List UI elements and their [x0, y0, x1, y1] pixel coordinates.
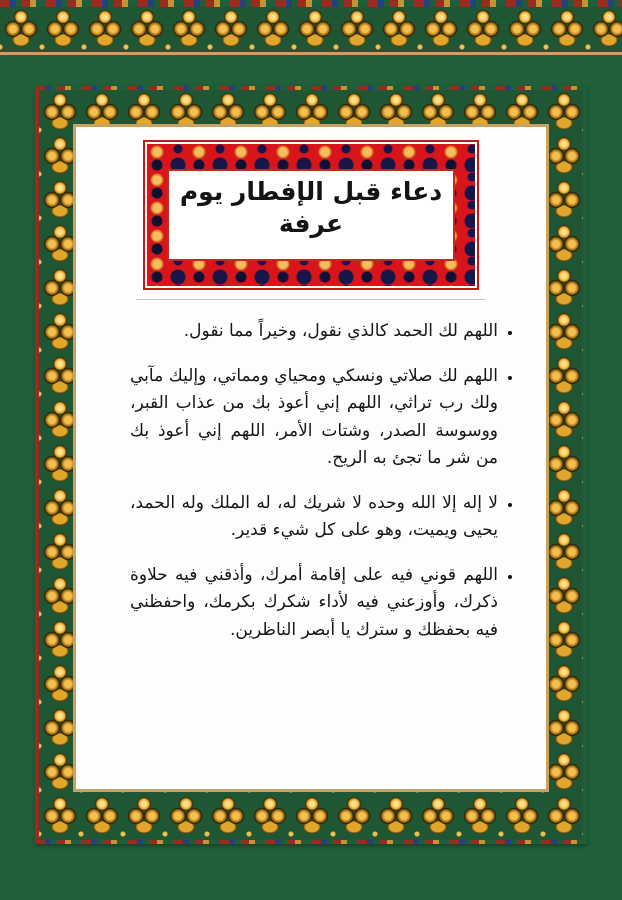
top-ornament-band	[0, 0, 622, 55]
gold-baseline	[0, 52, 622, 55]
page-ornament-frame	[39, 90, 583, 840]
separator-line	[136, 299, 486, 300]
dua-list	[130, 318, 516, 644]
dua-page	[73, 124, 549, 792]
title-cartouche-ornament-icon	[147, 144, 475, 286]
checker-strip-icon	[0, 0, 622, 7]
page-title: دعاء قبل الإفطار يوم عرفة	[179, 176, 443, 238]
dua-item: • لا إله إلا الله وحده لا شريك له، له الملك وله الحمد، يحيى ويميت، وهو على كل شيء قدير.	[130, 490, 498, 545]
page-frame-outer-strip	[35, 86, 587, 844]
dua-item: • اللهم قوني فيه على إقامة أمرك، وأذقني فيه حلاوة ذكرك، وأوزعني فيه لأداء شكرك بكرمك، واحفظني فيه بحفظك و سترك يا أبصر الناظرين.	[130, 562, 498, 645]
title-cartouche	[143, 140, 479, 290]
dua-item: • اللهم لك صلاتي ونسكي ومحياي ومماتي، وإليك مآبي ولك رب تراثي، اللهم إني أعوذ بك من عذاب القبر، ووسوسة الصدر، وشتات الأمر، اللهم إني أعوذ بك من شر ما تجئ به الريح.	[130, 363, 498, 473]
title-panel	[167, 169, 455, 261]
gold-motif-band-icon	[0, 7, 622, 52]
dua-item: • اللهم لك الحمد كالذي نقول، وخيراً مما نقول.	[130, 318, 498, 346]
